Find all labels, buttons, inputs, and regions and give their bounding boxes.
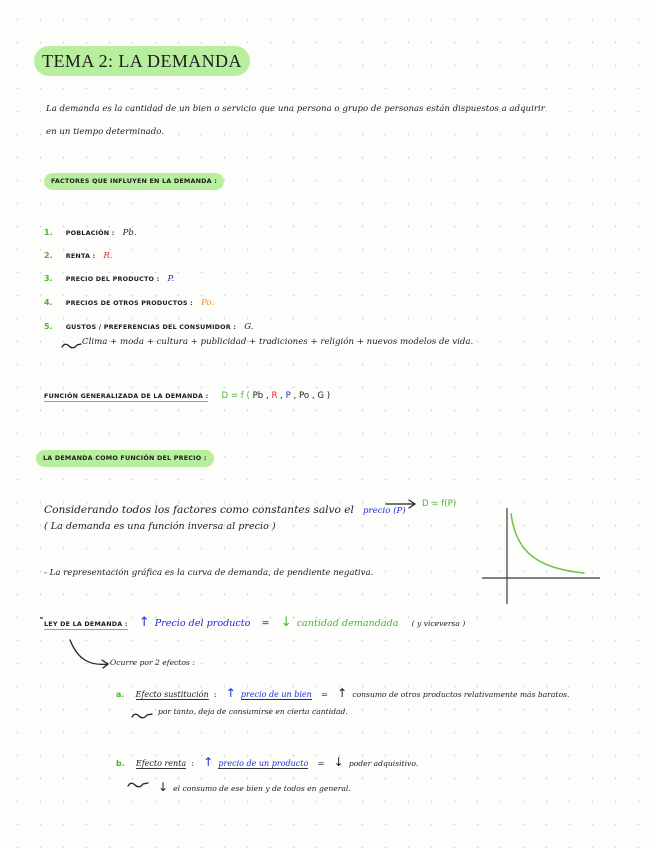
factor-label: GUSTOS / PREFERENCIAS DEL CONSUMIDOR : [65,323,237,331]
section2-heading: LA DEMANDA COMO FUNCIÓN DEL PRECIO : [36,450,214,467]
function-general-eq: D = f ( Pb , R , P , Po , G ) [221,391,331,401]
effect-result: poder adquisitivo. [348,759,419,768]
function-general-label: FUNCIÓN GENERALIZADA DE LA DEMANDA : [44,392,209,400]
up-arrow-icon: ↑ [203,755,214,769]
factor-symbol: R. [103,251,113,261]
factor-number: 3. [44,274,53,283]
effect-result: consumo de otros productos relativamente más baratos. [352,690,570,699]
effect-cause: precio de un producto [218,759,309,768]
up-arrow-icon: ↑ [337,686,348,700]
effect-letter: b. [116,759,125,768]
factor-label: RENTA : [65,252,96,260]
effect-eq: = [320,690,329,700]
definition-line-2: en un tiempo determinado. [46,127,165,137]
up-arrow-icon: ↑ [138,615,150,630]
effect-colon: : [191,759,195,769]
effect-b-note-text: el consumo de ese bien y de todos en general. [173,784,351,793]
considering-result: D = f(P) [422,499,457,509]
tastes-note: Clima + moda + cultura + publicidad + tradiciones + religión + nuevos modelos de vida. [82,337,474,347]
factors-heading: FACTORES QUE INFLUYEN EN LA DEMANDA : [44,173,224,190]
squiggle-arrow-icon [62,344,81,348]
law-left: Precio del producto [154,618,251,629]
law-right: cantidad demandada [296,618,399,629]
effect-a-note: por tanto, deja de consumirse en cierta cantidad. [158,707,348,716]
up-arrow-icon: ↑ [225,686,236,700]
demand-curve-graph [482,508,600,604]
effect-colon: : [213,690,217,700]
graph-note: - La representación gráfica es la curva de demanda, de pendiente negativa. [44,568,374,578]
factor-label: POBLACIÓN : [65,229,115,237]
law-eq: = [261,618,270,629]
factor-label: PRECIOS DE OTROS PRODUCTOS : [65,299,193,307]
effect-eq: = [317,759,325,769]
demand-curve [511,514,584,573]
law-note: ( y viceversa ) [411,619,466,628]
curved-arrow-icon [70,640,108,668]
definition-line-1: La demanda es la cantidad de un bien o servicio que una persona o grupo de personas están dispuestos a adquirir [46,104,545,114]
factor-number: 2. [44,251,53,260]
effect-name: Efecto sustitución [135,690,209,699]
factor-number: 1. [44,228,53,237]
considering-precio: precio (P) [363,506,406,516]
down-arrow-icon: ↓ [280,615,292,630]
effects-intro: Ocurre por 2 efectos : [110,658,195,667]
factor-symbol: P. [167,274,175,284]
law-label: LEY DE LA DEMANDA : [44,620,128,628]
down-arrow-icon: ↓ [158,780,169,794]
factor-label: PRECIO DEL PRODUCTO : [65,275,160,283]
factor-symbol: Pb. [122,228,137,238]
factor-number: 5. [44,322,53,331]
factor-symbol: Po. [200,298,215,308]
page-title: TEMA 2: LA DEMANDA [34,46,250,76]
effect-name: Efecto renta [135,759,187,768]
factor-symbol: G. [244,322,254,332]
effect-cause: precio de un bien [240,690,312,699]
factor-number: 4. [44,298,53,307]
inverse-note: ( La demanda es una función inversa al precio ) [44,521,276,532]
effect-letter: a. [116,690,125,699]
right-arrow-icon [386,500,415,508]
squiggle-arrow-icon [128,783,148,787]
squiggle-arrow-icon [132,714,152,718]
considering-text: Considerando todos los factores como constantes salvo el [44,504,354,516]
down-arrow-icon: ↓ [333,755,344,769]
